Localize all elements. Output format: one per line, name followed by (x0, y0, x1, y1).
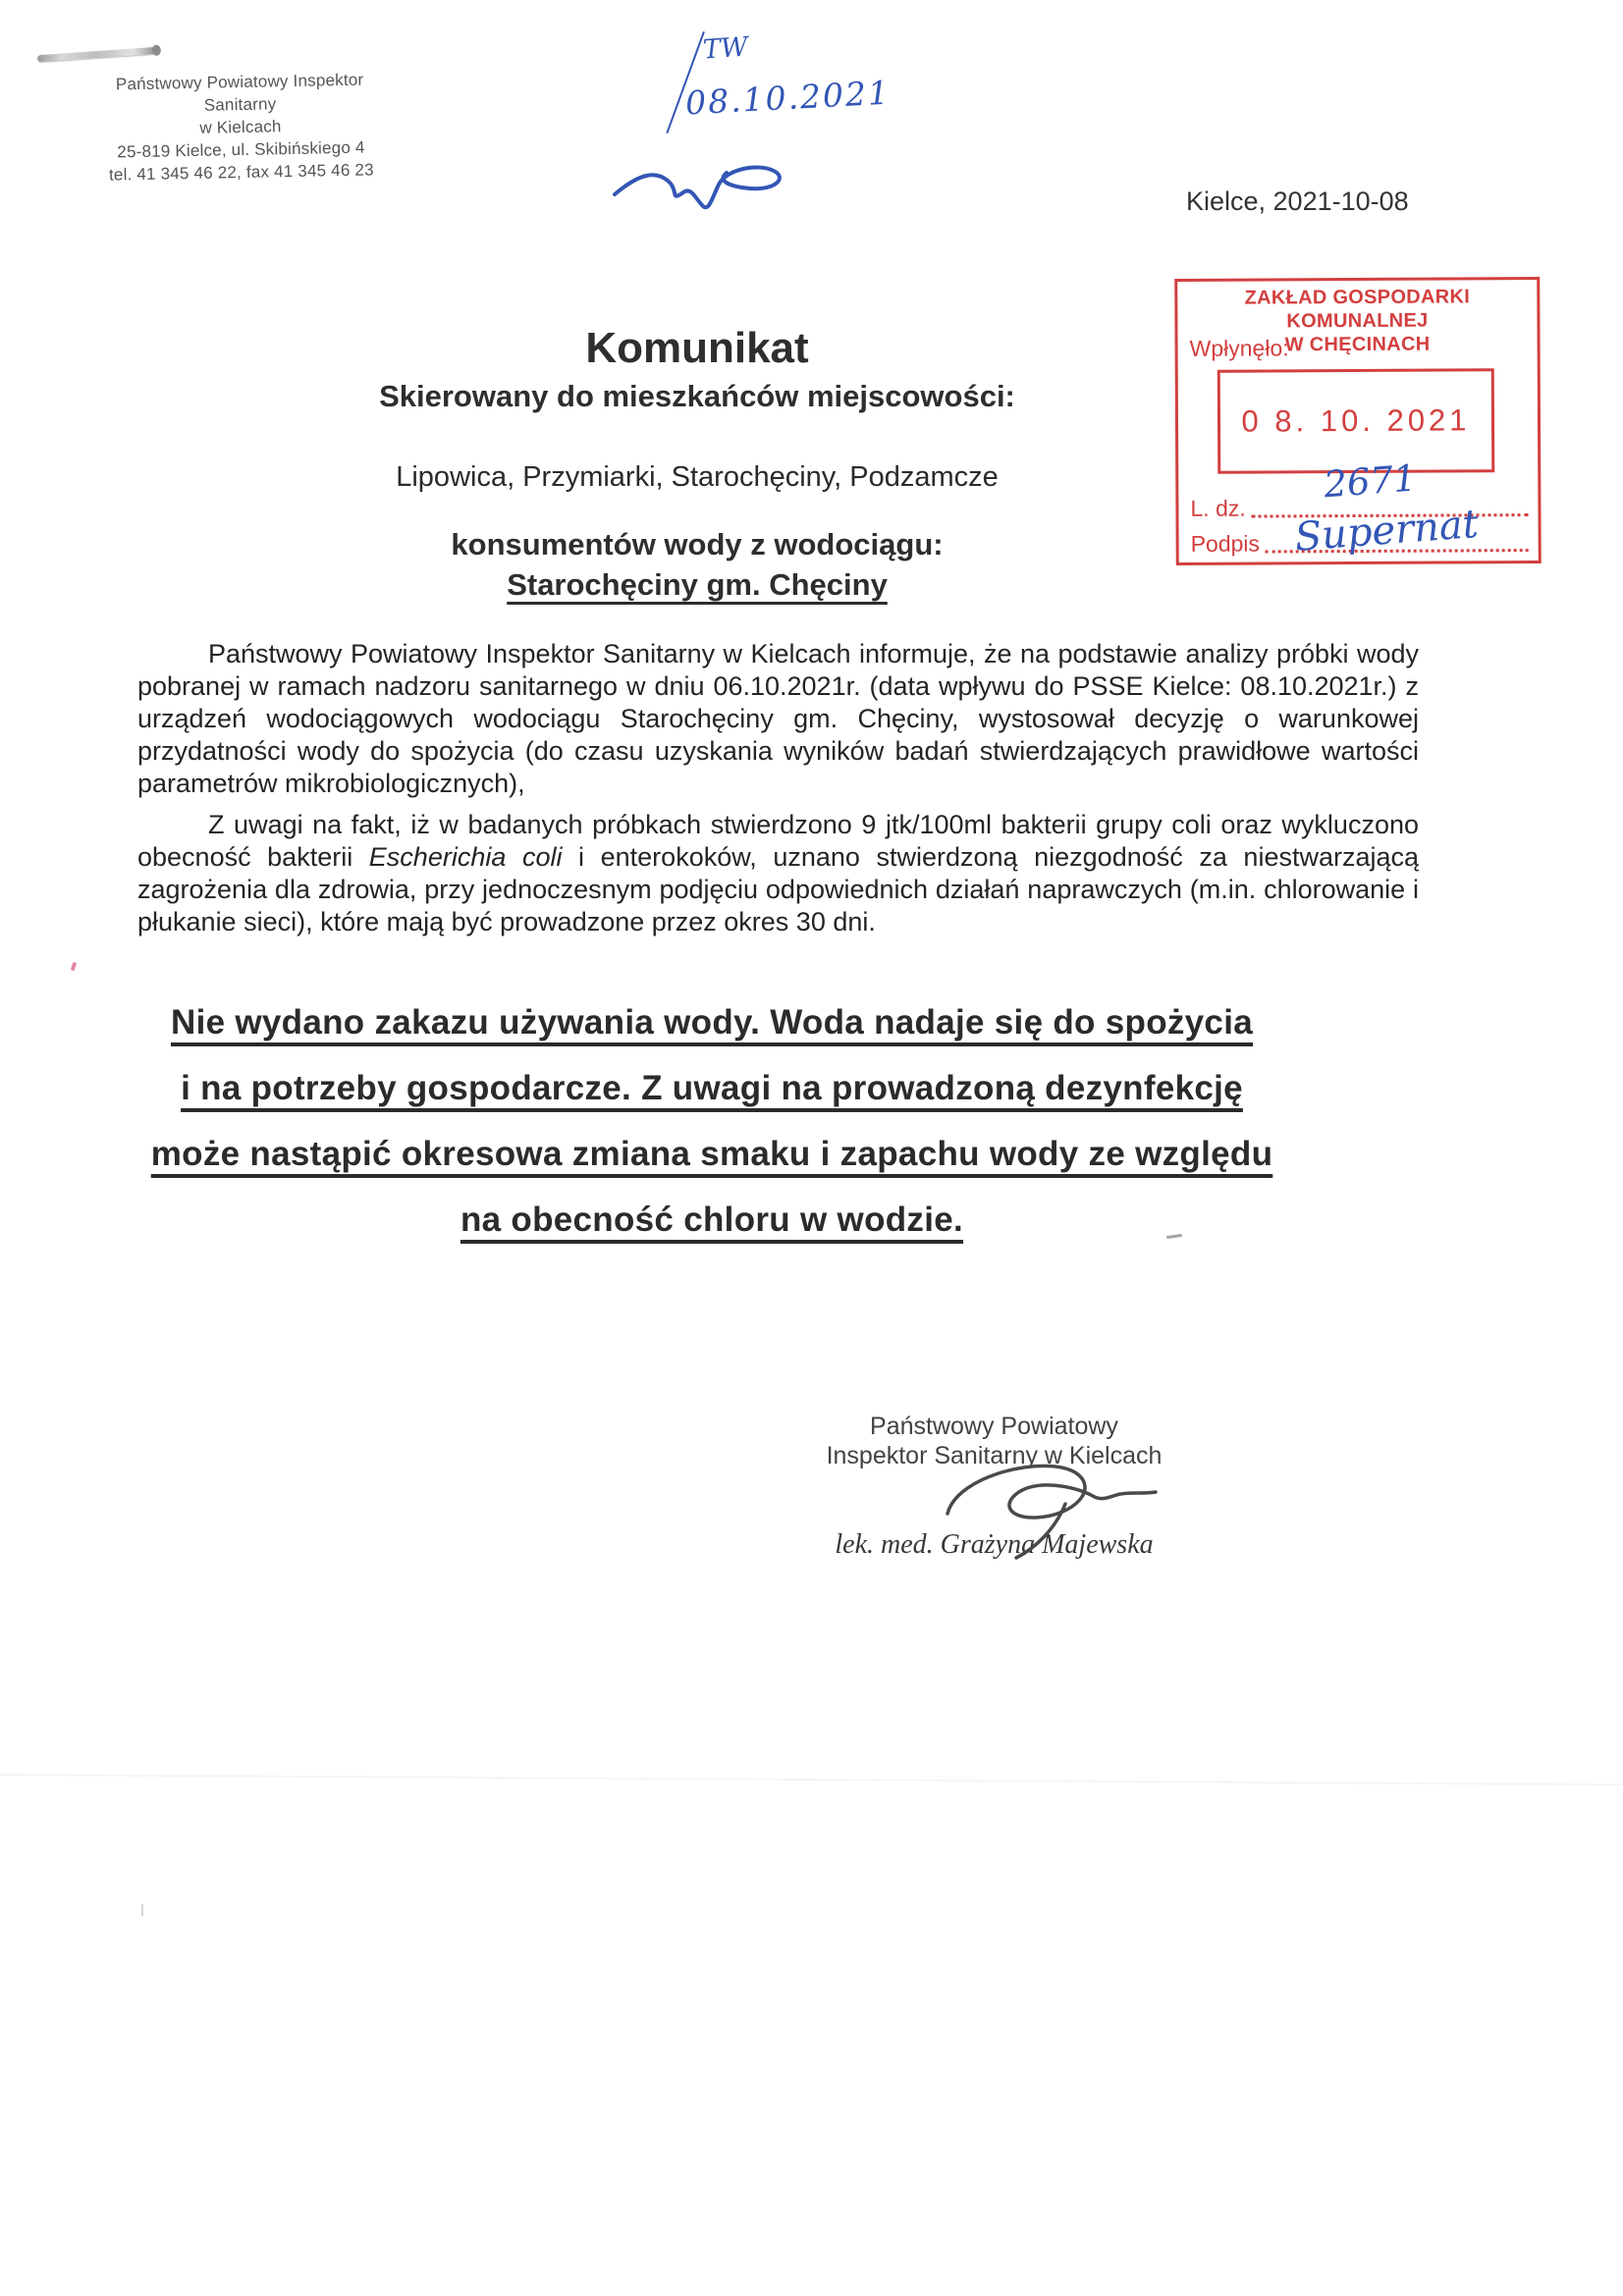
handwritten-signature-name: Supernat (1293, 501, 1481, 561)
notice-waterworks-text: Starochęciny gm. Chęciny (507, 567, 888, 602)
intake-ref-label: L. dz. (1190, 495, 1246, 521)
handwritten-ref-number: 2671 (1322, 456, 1418, 507)
notice-subtitle: Skierowany do mieszkańców miejscowości: (379, 379, 1015, 413)
paragraph2-text-after: i enterokoków, uznano stwierdzoną niezgodność za niestwarzającą zagrożenia dla zdrowia, przy jednoczesnym podjęciu odpowiednich działań naprawczych (m.in. chlorowanie i płukanie sieci), które mają być prowadzone przez okres 30 dni. (137, 842, 1420, 936)
pink-ink-fleck (71, 962, 78, 972)
signatory-name: lek. med. Grażyna Majewska (835, 1529, 1154, 1560)
paperclip (37, 47, 157, 62)
body-paragraph-2 (137, 809, 1419, 938)
faint-bottom-mark (141, 1904, 143, 1916)
notice-consumers-line: konsumentów wody z wodociągu: (451, 527, 944, 561)
sender-name-line1: Państwowy Powiatowy Inspektor Sanitarny (115, 70, 364, 115)
intake-date-stamp: 0 8. 10. 2021 (1241, 402, 1471, 439)
paragraph2-bacteria-name: Escherichia coli (368, 842, 563, 872)
intake-received-label: Wpłynęło: (1189, 335, 1289, 361)
intake-stamp (1174, 277, 1542, 565)
body-paragraph-1: Państwowy Powiatowy Inspektor Sanitarny w Kielcach informuje, że na podstawie analizy próbki wody pobranej w ramach nadzoru sanitarnego w dniu 06.10.2021r. (data wpływu do PSSE Kielce: 08.10.2021r.) z urządzeń wodociągowych wodociągu Starochęciny gm. Chęciny, wystosował decyzję o warunkowej przydatności wody do spożycia (do czasu uzyskania wyników badań stwierdzających prawidłowe wartości parametrów mikrobiologicznych), (137, 639, 1419, 798)
handwritten-signature-top (611, 133, 797, 212)
statement-line-1: Nie wydano zakazu używania wody. Woda nadaje się do spożycia (171, 1003, 1253, 1041)
notice-title: Komunikat (585, 324, 809, 372)
handwritten-signature-bottom (918, 1445, 1193, 1563)
scan-crease-line (0, 1774, 1623, 1786)
signatory-title-line1: Państwowy Powiatowy (870, 1413, 1118, 1440)
intake-org-line2: W CHĘCINACH (1284, 333, 1431, 356)
place-and-date: Kielce, 2021-10-08 (1186, 187, 1409, 216)
sender-phone-fax: tel. 41 345 46 22, fax 41 345 46 23 (108, 160, 374, 185)
sender-name-line2: w Kielcach (199, 117, 282, 137)
statement-line-2: i na potrzeby gospodarcze. Z uwagi na prowadzoną dezynfekcję (181, 1069, 1243, 1107)
sender-address: 25-819 Kielce, ul. Skibińskiego 4 (117, 137, 365, 162)
paragraph2-text-before: Z uwagi na fakt, iż w badanych próbkach stwierdzono 9 jtk/100ml bakterii grupy coli oraz wykluczono obecność bakterii (137, 810, 1419, 872)
notice-localities: Lipowica, Przymiarki, Starochęciny, Podzamcze (396, 461, 999, 493)
notice-waterworks-line (137, 567, 1257, 603)
key-statement (113, 1003, 1311, 1266)
intake-org-line1: ZAKŁAD GOSPODARKI KOMUNALNEJ (1244, 286, 1471, 333)
statement-line-4: na obecność chloru w wodzie. (460, 1201, 964, 1239)
intake-date-box (1217, 368, 1495, 473)
signatory-title-line2: Inspektor Sanitarny w Kielcach (826, 1442, 1163, 1469)
sender-address-stamp (78, 68, 404, 187)
statement-line-3: może nastąpić okresowa zmiana smaku i zapachu wody ze względu (150, 1135, 1273, 1173)
handwritten-initials: TW (701, 31, 749, 66)
intake-signature-label: Podpis (1190, 530, 1261, 557)
handwritten-received-date: 08.10.2021 (684, 73, 892, 123)
